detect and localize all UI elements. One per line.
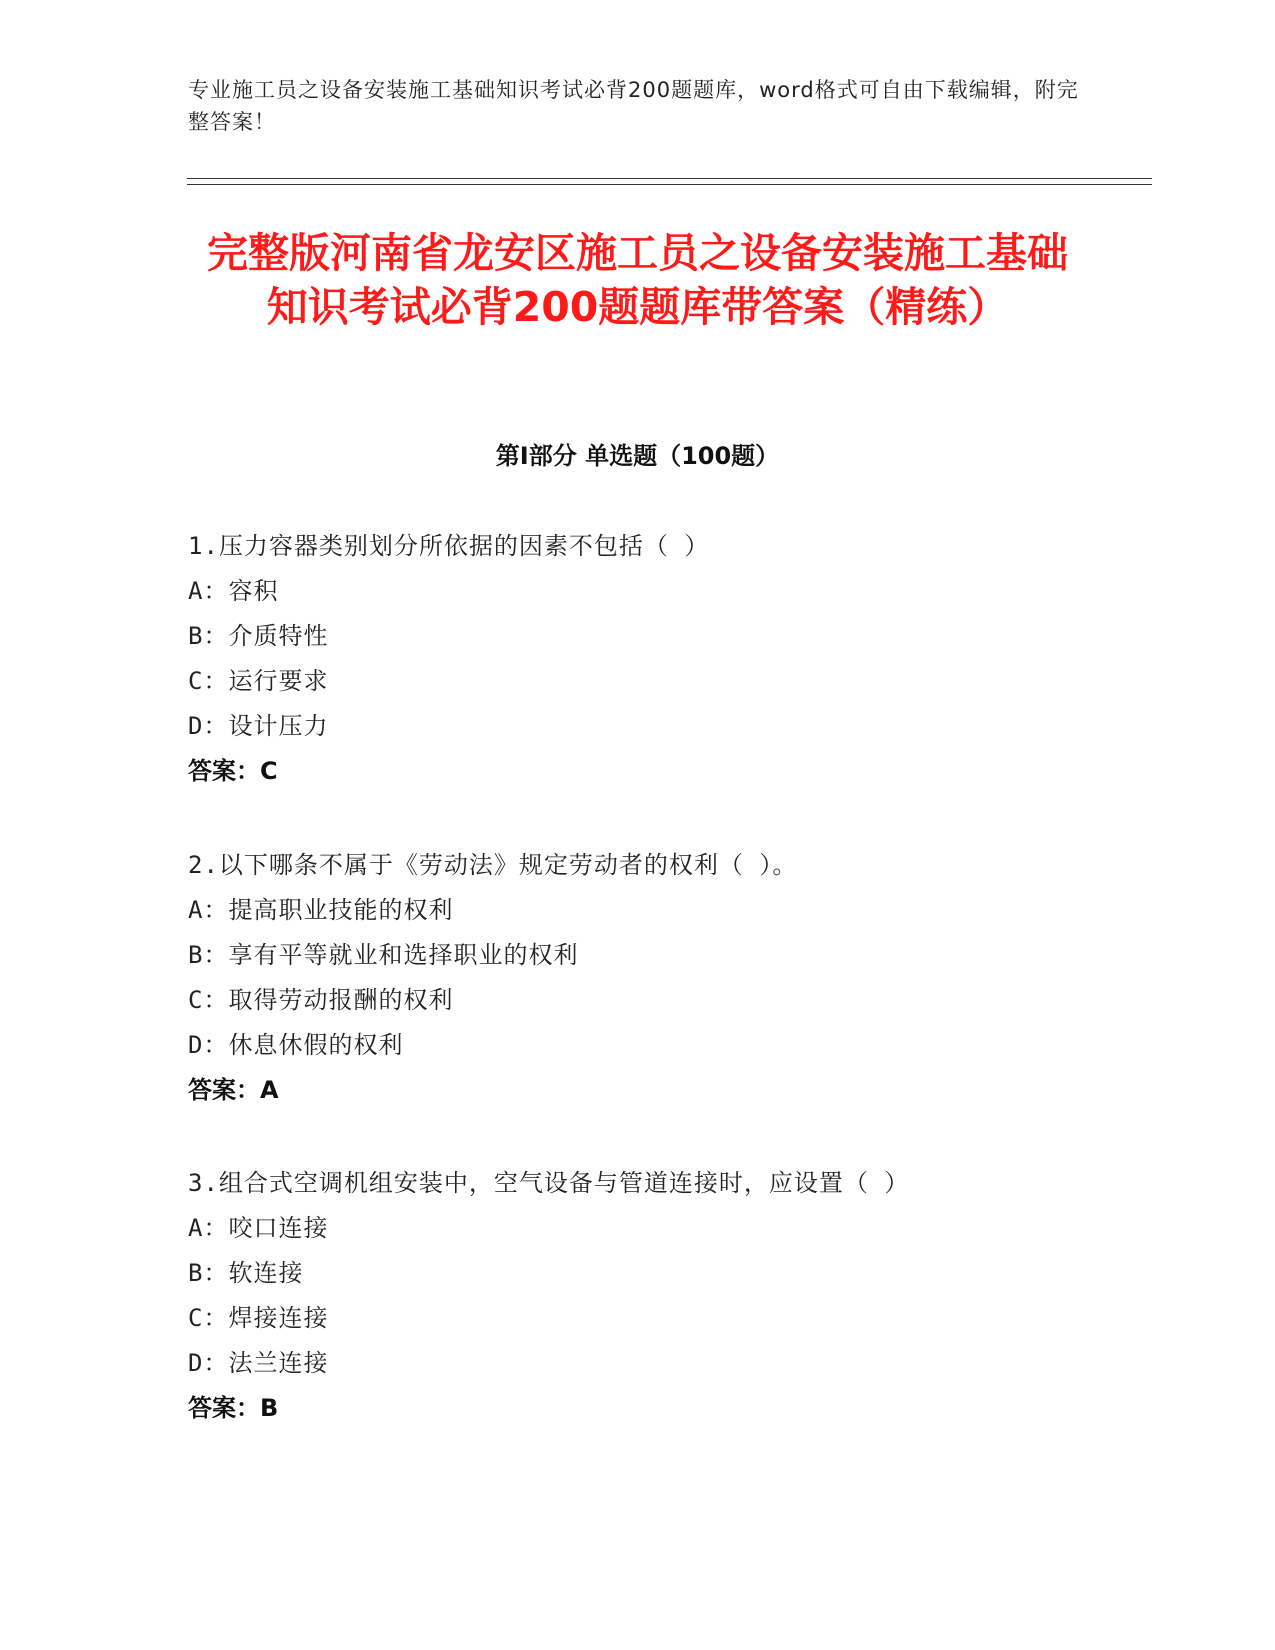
- option-b: B：软连接: [188, 1259, 304, 1287]
- document-title: 完整版河南省龙安区施工员之设备安装施工基础知识考试必背200题题库带答案（精练）: [207, 229, 1068, 331]
- option-a: A：容积: [188, 577, 279, 605]
- question-stem: 1.压力容器类别划分所依据的因素不包括（ ）: [188, 532, 710, 560]
- question-3: [188, 1167, 1148, 1437]
- header-rule-top: [187, 178, 1152, 179]
- section-title: 第I部分 单选题（100题）: [495, 442, 780, 470]
- option-a: A：提高职业技能的权利: [188, 896, 454, 924]
- header-note: 专业施工员之设备安装施工基础知识考试必背200题题库，word格式可自由下载编辑，附完整答案！: [188, 78, 1079, 134]
- header-rule-bottom: [187, 184, 1152, 185]
- option-d: D：设计压力: [188, 712, 329, 740]
- question-1: [188, 530, 1148, 800]
- question-stem: 3.组合式空调机组安装中，空气设备与管道连接时，应设置（ ）: [188, 1169, 910, 1197]
- question-stem: 2.以下哪条不属于《劳动法》规定劳动者的权利（ ）。: [188, 851, 798, 879]
- option-d: D：休息休假的权利: [188, 1031, 404, 1059]
- option-b: B：介质特性: [188, 622, 329, 650]
- option-d: D：法兰连接: [188, 1349, 329, 1377]
- answer: 答案：B: [188, 1394, 279, 1422]
- option-c: C：取得劳动报酬的权利: [188, 986, 454, 1014]
- option-c: C：焊接连接: [188, 1304, 329, 1332]
- answer: 答案：A: [188, 1076, 279, 1104]
- option-c: C：运行要求: [188, 667, 329, 695]
- question-2: [188, 849, 1148, 1119]
- answer: 答案：C: [188, 757, 278, 785]
- option-a: A：咬口连接: [188, 1214, 329, 1242]
- option-b: B：享有平等就业和选择职业的权利: [188, 941, 579, 969]
